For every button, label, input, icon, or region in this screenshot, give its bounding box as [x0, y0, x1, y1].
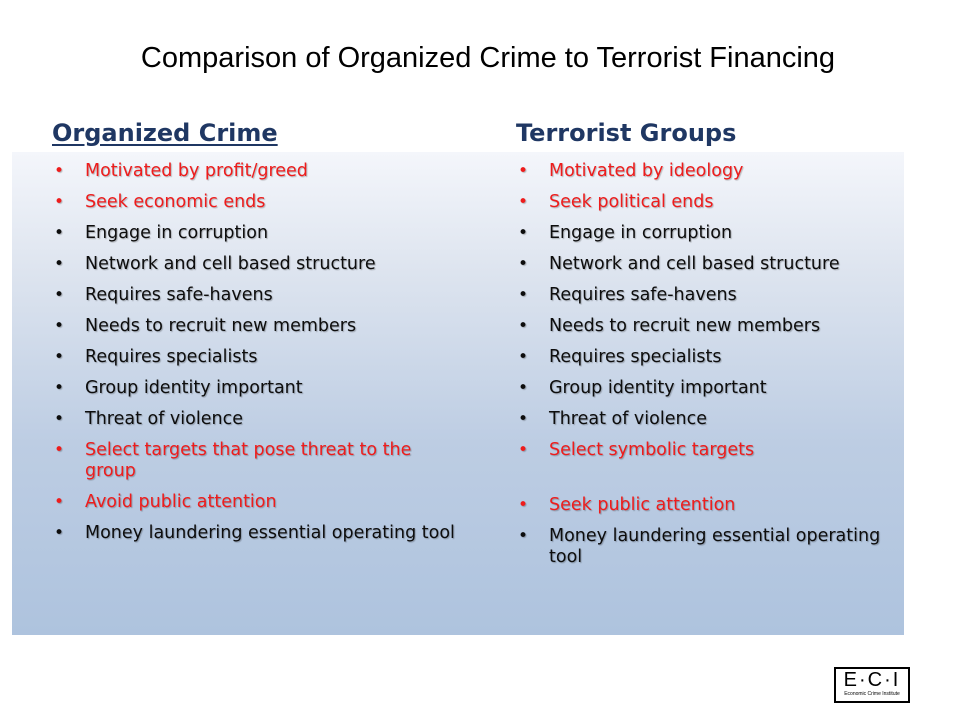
bullet-text: Engage in corruption — [549, 223, 733, 243]
bullet-text: Group identity important — [85, 378, 303, 398]
bullet-text: Motivated by profit/greed — [85, 161, 308, 181]
bullet-text: Motivated by ideology — [549, 161, 744, 181]
bullet-dot-icon: • — [518, 316, 529, 336]
bullet-item — [516, 161, 896, 182]
bullet-dot-icon: • — [518, 378, 529, 398]
bullet-text: Requires specialists — [549, 347, 722, 367]
bullet-dot-icon: • — [54, 347, 65, 367]
bullet-dot-icon: • — [518, 192, 529, 212]
bullet-dot-icon: • — [518, 223, 529, 243]
bullet-item — [516, 495, 896, 516]
bullet-text: Engage in corruption — [85, 223, 269, 243]
organized-crime-heading: Organized Crime — [52, 119, 278, 147]
bullet-dot-icon: • — [54, 192, 65, 212]
bullet-dot-icon: • — [518, 347, 529, 367]
bullet-item — [52, 492, 462, 513]
bullet-text: Requires safe-havens — [85, 285, 273, 305]
organized-crime-list — [52, 161, 462, 554]
bullet-text: Network and cell based structure — [85, 254, 376, 274]
bullet-item — [516, 254, 896, 275]
eci-logo — [834, 667, 910, 703]
bullet-item — [52, 192, 462, 213]
bullet-item — [516, 223, 896, 244]
logo-tagline: Economic Crime Institute — [844, 691, 900, 697]
bullet-text: Select symbolic targets — [549, 440, 755, 460]
bullet-text: Seek economic ends — [85, 192, 266, 212]
bullet-item — [52, 285, 462, 306]
bullet-item — [516, 347, 896, 368]
bullet-dot-icon: • — [518, 409, 529, 429]
bullet-item — [516, 378, 896, 399]
bullet-text: Threat of violence — [85, 409, 243, 429]
bullet-dot-icon: • — [54, 223, 65, 243]
terrorist-groups-list — [516, 161, 896, 578]
bullet-item — [52, 378, 462, 399]
bullet-item — [52, 316, 462, 337]
bullet-dot-icon: • — [518, 495, 529, 515]
bullet-item — [52, 254, 462, 275]
terrorist-groups-heading: Terrorist Groups — [516, 119, 737, 147]
bullet-dot-icon: • — [54, 285, 65, 305]
bullet-dot-icon: • — [54, 409, 65, 429]
bullet-item — [52, 440, 462, 482]
bullet-dot-icon: • — [54, 161, 65, 181]
bullet-dot-icon: • — [54, 440, 65, 460]
bullet-text: Threat of violence — [549, 409, 707, 429]
logo-letters: E·C·I — [843, 669, 901, 691]
bullet-dot-icon: • — [54, 492, 65, 512]
bullet-text: Money laundering essential operating tool — [549, 526, 881, 567]
bullet-item — [516, 440, 896, 461]
bullet-item — [516, 192, 896, 213]
bullet-text: Seek public attention — [549, 495, 736, 515]
bullet-text: Needs to recruit new members — [85, 316, 357, 336]
bullet-item — [52, 161, 462, 182]
bullet-text: Money laundering essential operating tool — [85, 523, 455, 543]
bullet-item — [52, 347, 462, 368]
bullet-item — [52, 523, 462, 544]
bullet-dot-icon: • — [54, 378, 65, 398]
bullet-item — [516, 316, 896, 337]
bullet-item — [52, 409, 462, 430]
bullet-item — [52, 223, 462, 244]
bullet-dot-icon: • — [54, 254, 65, 274]
slide-title: Comparison of Organized Crime to Terrorist Financing — [140, 42, 836, 74]
bullet-text: Network and cell based structure — [549, 254, 840, 274]
bullet-item — [516, 285, 896, 306]
bullet-text: Requires safe-havens — [549, 285, 737, 305]
bullet-item — [516, 409, 896, 430]
bullet-text: Group identity important — [549, 378, 767, 398]
bullet-dot-icon: • — [518, 254, 529, 274]
bullet-dot-icon: • — [54, 523, 65, 543]
bullet-text: Requires specialists — [85, 347, 258, 367]
bullet-dot-icon: • — [518, 440, 529, 460]
bullet-dot-icon: • — [518, 161, 529, 181]
bullet-dot-icon: • — [518, 285, 529, 305]
bullet-dot-icon: • — [518, 526, 529, 546]
bullet-text: Select targets that pose threat to the group — [85, 440, 412, 481]
bullet-dot-icon: • — [54, 316, 65, 336]
bullet-item — [516, 526, 896, 568]
bullet-text: Needs to recruit new members — [549, 316, 821, 336]
bullet-text: Seek political ends — [549, 192, 714, 212]
bullet-text: Avoid public attention — [85, 492, 277, 512]
